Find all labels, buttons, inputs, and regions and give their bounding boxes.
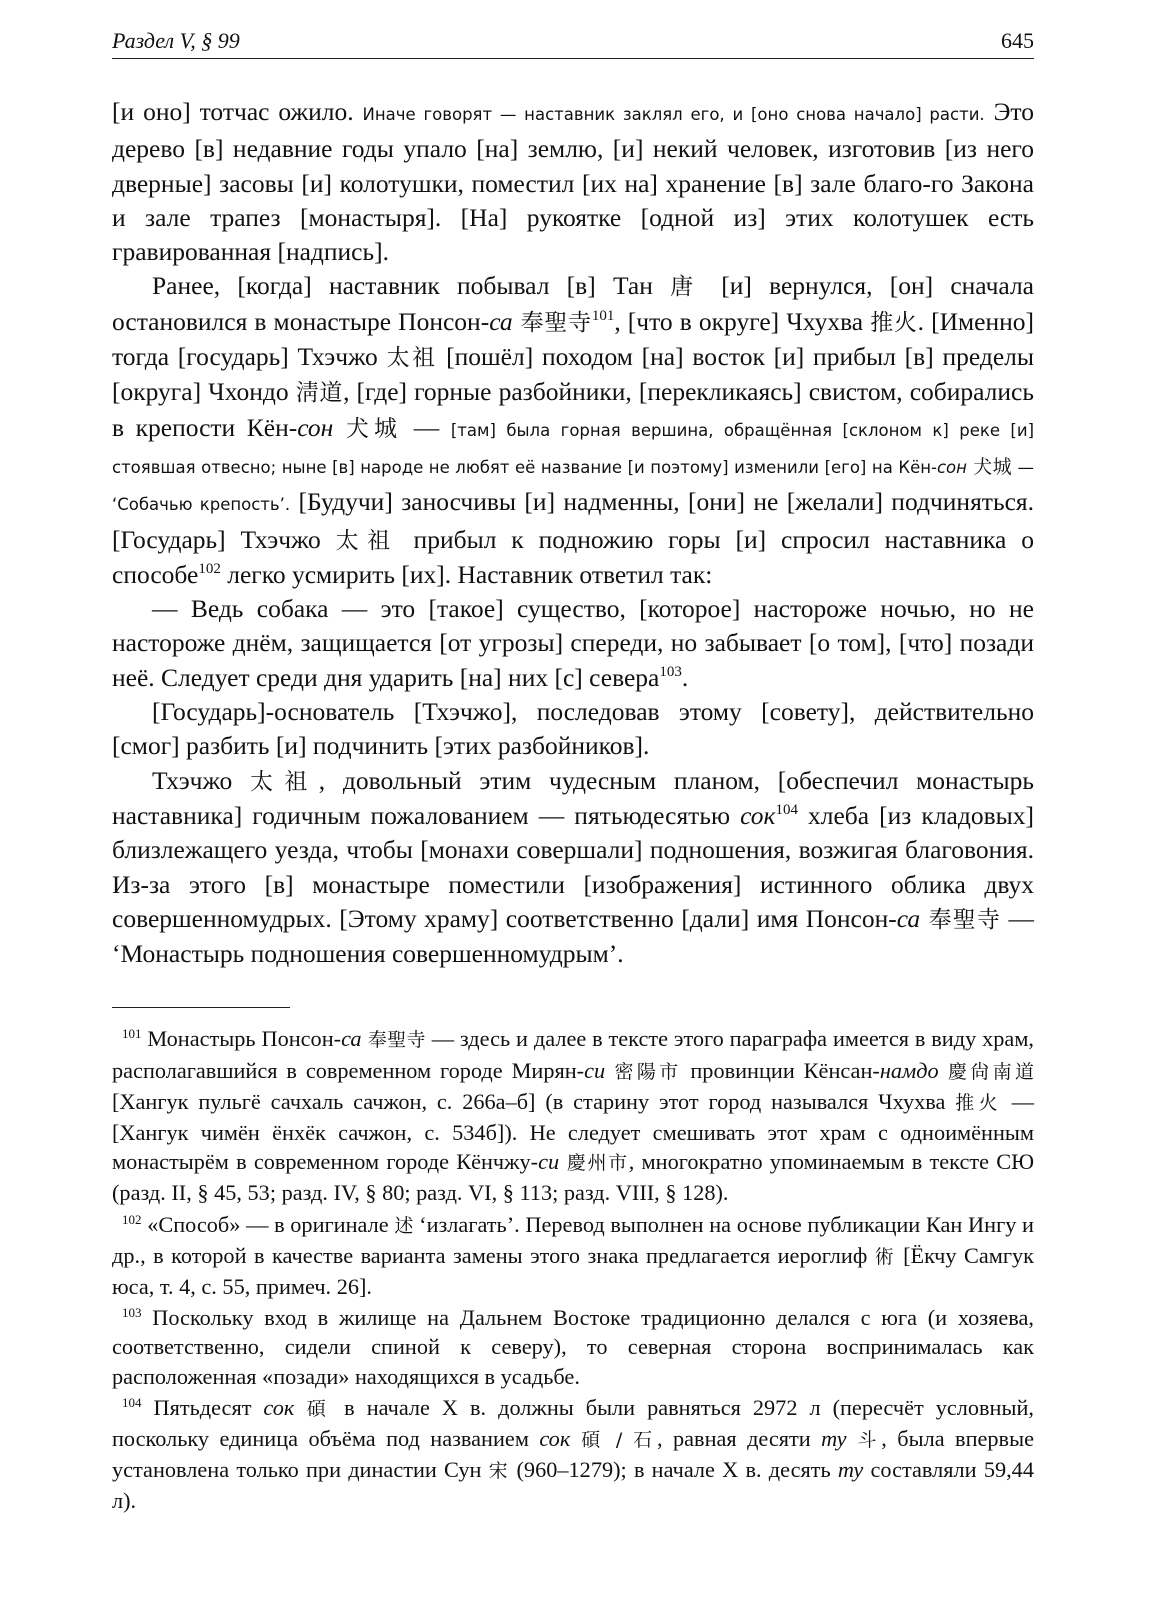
footnote-number: 103 xyxy=(122,1305,142,1321)
footnote-103: $^{103}$ Поскольку вход в жилище на Дальнем Востоке традиционно делался с юга (и хозяева, соответственно, сидели спиной к северу), то северная сторона воспринималась как расположенная «позади» находящихся в усадьбе. xyxy=(112,1305,1034,1389)
hanzi-kyon-son: 犬城 xyxy=(333,415,403,442)
footnote-ref: 104 xyxy=(775,801,798,818)
paragraph-4: [Государь]-основатель [Тхэчжо], последовав этому [совету], действительно [смог] разбить [и] подчинить [этих разбойников]. xyxy=(112,697,1034,761)
main-text xyxy=(112,95,1034,971)
hanzi-ponson-sa: 奉聖寺 xyxy=(512,309,592,336)
footnote-number: 102 xyxy=(122,1211,142,1227)
hanzi-tkhechzho: 太祖 xyxy=(335,527,399,554)
paragraph-3: — Ведь собака — это [такое] существо, [которое] настороже ночью, но не настороже днём, защищается [от угрозы] спереди, но забывает [о том], [что] позади неё. Следует среди дня ударить [на] них [с] севера$^{103}$. xyxy=(112,594,1034,692)
hanzi-tang: 唐 xyxy=(670,274,704,301)
page-number: 645 xyxy=(1001,28,1034,53)
footnote-ref: 101 xyxy=(591,307,615,324)
footnote-number: 104 xyxy=(122,1394,142,1410)
paragraph-1: [и оно] тотчас ожило. Иначе говорят — наставник заклял его, и [оно снова начало] расти. Это дерево [в] недавние годы упало [на] землю, [и] некий человек, изготовив [из него дверные] засовы [и] колотушки, поместил [их на] хранение [в] зале благо-го Закона и зале трапез [монастыря]. [На] рукоятке [одной из] этих колотушек есть гравированная [надпись]. xyxy=(112,97,1034,267)
footnote-separator xyxy=(112,1007,290,1008)
commentary-text: [там] была горная вершина, обращённая [склоном к] реке [и] стоявшая отвесно; ныне [в] народе не любят её название [и поэтому] изменили [его] на Кён-сон 犬城 — ‘Собачью крепость’. xyxy=(112,420,1035,515)
footnote-101: $^{101}$ Монастырь Понсон-са 奉聖寺 — здесь и далее в тексте этого параграфа имеется в виду храм, располагавшийся в современном городе Мирян-си 密陽市 провинции Кёнсан-намдо 慶尙南道 [Хангук пульгё сачхаль сачжон, с. 266а–б] (в старину этот город назывался Чхухва 推火 — [Хангук чимён ёнхёк сачжон, с. 534б]). Не следует смешивать этот храм с одноимённым монастырём в современном городе Кёнчжу-си 慶州市, многократно упоминаемым в тексте СЮ (разд. II, § 45, 53; разд. IV, § 80; разд. VI, § 113; разд. VIII, § 128). xyxy=(112,1026,1035,1206)
footnote-ref: 103 xyxy=(659,663,682,680)
footnotes xyxy=(112,1024,1034,1515)
hanzi-tkhechzho: 太祖 xyxy=(386,345,438,372)
paragraph-2: Ранее, [когда] наставник побывал [в] Тан 唐 [и] вернулся, [он] сначала остановился в монастыре Понсон-са 奉聖寺$^{101}$, [что в округе] Чхухва 推火. [Именно] тогда [государь] Тхэчжо 太祖 [пошёл] походом [на] восток [и] прибыл [в] пределы [округа] Чхондо 淸道, [где] горные разбойники, [перекликаясь] свистом, собирались в крепости Кён-сон 犬城 — [там] была горная вершина, обращённая [склоном к] реке [и] стоявшая отвесно; ныне [в] народе не любят её название [и поэтому] изменили [его] на Кён-сон 犬城 — ‘Собачью крепость’. [Будучи] заносчивы [и] надменны, [они] не [желали] подчиняться. [Государь] Тхэчжо 太祖 прибыл к подножию горы [и] спросил наставника о способе$^{102}$ легко усмирить [их]. Наставник ответил так: xyxy=(112,271,1035,589)
book-page xyxy=(112,28,1034,1518)
hanzi-tkhechzho: 太祖 xyxy=(249,768,319,795)
footnote-102: $^{102}$ «Способ» — в оригинале 述 ‘излагать’. Перевод выполнен на основе публикации Кан Ингу и др., в которой в качестве варианта замены этого знака предлагается иероглиф 術 [Ёкчу Самгук юса, т. 4, с. 55, примеч. 26]. xyxy=(112,1211,1034,1300)
hanzi-ponson-sa: 奉聖寺 xyxy=(920,906,1001,933)
running-header xyxy=(112,28,1034,59)
hanzi-chkhondo: 淸道 xyxy=(295,380,344,407)
footnote-ref: 102 xyxy=(198,560,221,577)
hanzi-chkhukhva: 推火 xyxy=(870,309,918,336)
footnote-number: 101 xyxy=(122,1026,142,1042)
paragraph-5: Тхэчжо 太祖, довольный этим чудесным планом, [обеспечил монастырь наставника] годичным пожалованием — пятьюдесятью сок$^{104}$ хлеба [из кладовых] близлежащего уезда, чтобы [монахи совершали] подношения, возжигая благовония. Из-за этого [в] монастыре поместили [изображения] истинного облика двух совершенномудрых. [Этому храму] соответственно [дали] имя Понсон-са 奉聖寺 — ‘Монастырь подношения совершенномудрым’. xyxy=(112,765,1035,969)
running-head: Раздел V, § 99 xyxy=(112,28,240,53)
commentary-text: Иначе говорят — наставник заклял его, и [оно снова начало] расти. xyxy=(362,105,985,124)
footnote-104: $^{104}$ Пятьдесят сок 碩 в начале X в. должны были равняться 2972 л (пересчёт условный, поскольку единица объёма под названием сок 碩 / 石, равная десяти ту 斗, была впервые установлена только при династии Сун 宋 (960–1279); в начале X в. десять ту составляли 59,44 л). xyxy=(112,1394,1034,1514)
